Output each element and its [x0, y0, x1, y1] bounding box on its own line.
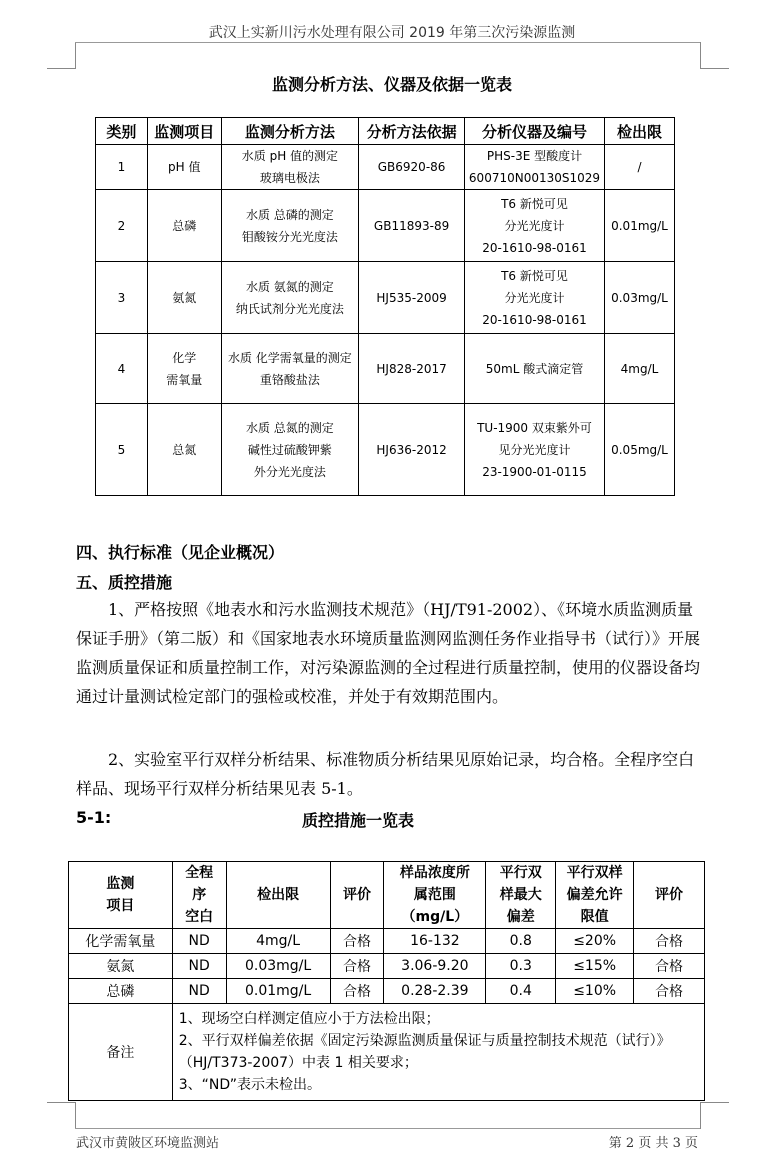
method-row [96, 190, 675, 262]
table1-title: 监测分析方法、仪器及依据一览表 [271, 75, 512, 94]
qc-table-header-row [69, 862, 705, 929]
method-row [96, 404, 675, 496]
method-row [96, 262, 675, 334]
method-cell-basis: HJ535-2009 [359, 262, 465, 334]
qc-cell: 合格 [330, 929, 384, 954]
method-cell-item: 化学 需氧量 [147, 334, 221, 404]
method-table [95, 117, 675, 496]
method-cell-basis: GB11893-89 [359, 190, 465, 262]
qc-row [69, 979, 705, 1004]
method-cell-instrument: T6 新悦可见 分光光度计 20-1610-98-0161 [465, 190, 605, 262]
qc-cell: 合格 [634, 979, 705, 1004]
qc-cell: 0.3 [486, 954, 556, 979]
qc-cell: ND [172, 979, 226, 1004]
note-2: 2、平行双样偏差依据《固定污染源监测质量保证与质量控制技术规范（试行）》（HJ/T373-2007）中表 1 相关要求； [178, 1033, 671, 1071]
qc-cell: 合格 [330, 954, 384, 979]
note-label: 备注 [69, 1004, 173, 1101]
table2-title: 质控措施一览表 [302, 811, 415, 830]
header-instrument: 分析仪器及编号 [465, 118, 605, 145]
qc-cell: 0.8 [486, 929, 556, 954]
method-cell-instrument: T6 新悦可见 分光光度计 20-1610-98-0161 [465, 262, 605, 334]
paragraph-2: 2、实验室平行双样分析结果、标准物质分析结果见原始记录，均合格。全程序空白样品、现场平行双样分析结果见表 5-1。 [76, 750, 695, 798]
qc-header-item: 监测 项目 [69, 862, 173, 929]
qc-header-limit: 检出限 [226, 862, 330, 929]
method-cell-instrument: PHS-3E 型酸度计 600710N00130S1029 [465, 145, 605, 190]
qc-cell: ≤15% [556, 954, 634, 979]
method-cell-item: 氨氮 [147, 262, 221, 334]
method-row [96, 334, 675, 404]
method-cell-limit: 0.01mg/L [604, 190, 674, 262]
footer-page-number: 第 2 页 共 3 页 [608, 1136, 698, 1151]
qc-cell: 氨氮 [69, 954, 173, 979]
method-cell-basis: HJ828-2017 [359, 334, 465, 404]
method-cell-category: 4 [96, 334, 148, 404]
qc-cell: 3.06-9.20 [384, 954, 486, 979]
table2-label: 5-1: [76, 808, 112, 827]
section-4-heading: 四、执行标准（见企业概况） [76, 543, 285, 562]
qc-header-eval: 评价 [330, 862, 384, 929]
qc-cell: ≤20% [556, 929, 634, 954]
crop-mark-bottom-left [47, 1102, 76, 1129]
note-1: 1、现场空白样测定值应小于方法检出限； [178, 1011, 440, 1027]
method-cell-category: 3 [96, 262, 148, 334]
method-cell-category: 1 [96, 145, 148, 190]
qc-cell: 0.4 [486, 979, 556, 1004]
method-cell-limit: 0.03mg/L [604, 262, 674, 334]
footer-rule [75, 1128, 700, 1129]
qc-cell: 0.03mg/L [226, 954, 330, 979]
method-cell-basis: HJ636-2012 [359, 404, 465, 496]
qc-header-allowed-dev: 平行双样 偏差允许 限值 [556, 862, 634, 929]
method-cell-category: 2 [96, 190, 148, 262]
method-cell-method: 水质 总磷的测定 钼酸铵分光光度法 [221, 190, 359, 262]
method-cell-instrument: TU-1900 双束紫外可 见分光光度计 23-1900-01-0115 [465, 404, 605, 496]
header-category: 类别 [96, 118, 148, 145]
crop-mark-bottom-right [700, 1102, 729, 1129]
header-item: 监测项目 [147, 118, 221, 145]
qc-cell: 合格 [330, 979, 384, 1004]
header-limit: 检出限 [604, 118, 674, 145]
method-table-header-row [96, 118, 675, 145]
method-cell-method: 水质 氨氮的测定 纳氏试剂分光光度法 [221, 262, 359, 334]
qc-row [69, 929, 705, 954]
qc-header-blank: 全程 序 空白 [172, 862, 226, 929]
method-cell-limit: 0.05mg/L [604, 404, 674, 496]
section-5-heading: 五、质控措施 [76, 573, 173, 592]
crop-mark-top-left [47, 42, 76, 69]
page-header: 武汉上实新川污水处理有限公司 2019 年第三次污染源监测 [208, 25, 576, 41]
method-cell-item: pH 值 [147, 145, 221, 190]
header-method: 监测分析方法 [221, 118, 359, 145]
header-rule [75, 42, 700, 43]
method-cell-item: 总磷 [147, 190, 221, 262]
method-cell-method: 水质 化学需氧量的测定 重铬酸盐法 [221, 334, 359, 404]
qc-note-row [69, 1004, 705, 1101]
qc-cell: 0.01mg/L [226, 979, 330, 1004]
method-row [96, 145, 675, 190]
method-cell-limit: / [604, 145, 674, 190]
method-cell-instrument: 50mL 酸式滴定管 [465, 334, 605, 404]
qc-cell: 合格 [634, 954, 705, 979]
paragraph-1: 1、严格按照《地表水和污水监测技术规范》（HJ/T91-2002）、《环境水质监测质量保证手册》（第二版）和《国家地表水环境质量监测网监测任务作业指导书（试行）》开展监测质量保证和质量控制工作，对污染源监测的全过程进行质量控制，使用的仪器设备均通过计量测试检定部门的强检或校准，并处于有效期范围内。 [76, 600, 701, 706]
qc-cell: ND [172, 954, 226, 979]
method-cell-limit: 4mg/L [604, 334, 674, 404]
qc-cell: 4mg/L [226, 929, 330, 954]
crop-mark-top-right [700, 42, 729, 69]
qc-header-max-dev: 平行双 样最大 偏差 [486, 862, 556, 929]
qc-cell: ND [172, 929, 226, 954]
method-cell-method: 水质 pH 值的测定 玻璃电极法 [221, 145, 359, 190]
qc-header-eval-2: 评价 [634, 862, 705, 929]
method-cell-method: 水质 总氮的测定 碱性过硫酸钾紫 外分光光度法 [221, 404, 359, 496]
qc-cell: 0.28-2.39 [384, 979, 486, 1004]
qc-row [69, 954, 705, 979]
footer-left: 武汉市黄陂区环境监测站 [76, 1136, 220, 1151]
qc-cell: ≤10% [556, 979, 634, 1004]
qc-cell: 16-132 [384, 929, 486, 954]
method-cell-category: 5 [96, 404, 148, 496]
qc-table [68, 861, 705, 1101]
qc-cell: 合格 [634, 929, 705, 954]
method-cell-item: 总氮 [147, 404, 221, 496]
method-cell-basis: GB6920-86 [359, 145, 465, 190]
header-basis: 分析方法依据 [359, 118, 465, 145]
qc-cell: 化学需氧量 [69, 929, 173, 954]
note-cell [172, 1004, 704, 1101]
note-3: 3、“ND”表示未检出。 [178, 1077, 322, 1093]
qc-cell: 总磷 [69, 979, 173, 1004]
qc-header-range: 样品浓度所 属范围 （mg/L） [384, 862, 486, 929]
